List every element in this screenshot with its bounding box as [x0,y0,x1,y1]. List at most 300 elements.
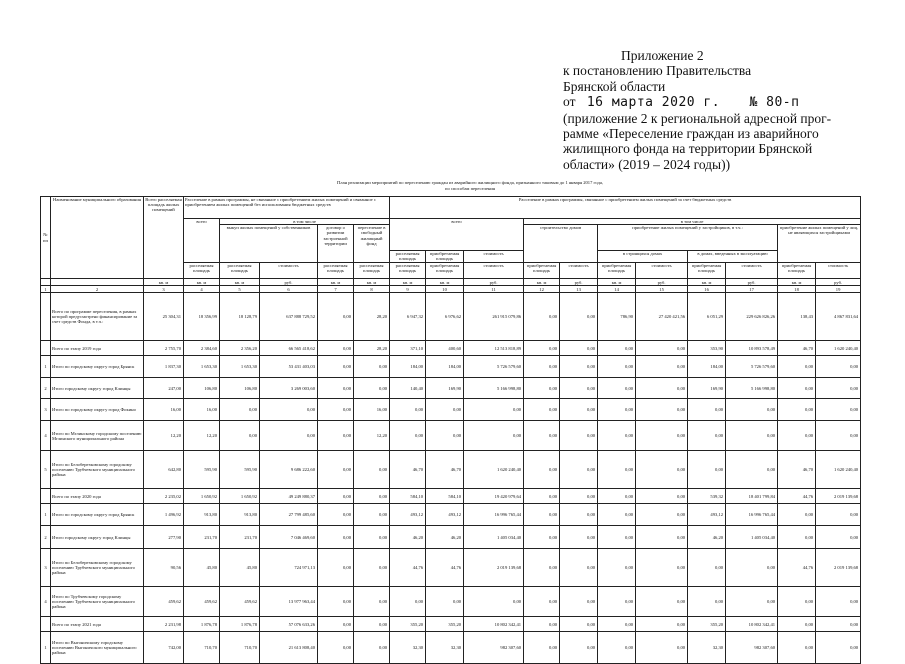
row-value: 0,00 [354,549,390,587]
row-value: 0,00 [318,378,354,399]
row-name: Итого городскому округу город Клинцы [51,378,144,399]
row-value: 0,00 [524,356,560,378]
row-value: 0,00 [560,632,598,664]
row-value: 0,00 [560,451,598,489]
row-value: 0,00 [354,526,390,549]
b-relocated-area-header: расселяемая площадь [390,251,426,263]
row-value: 21 613 808,40 [260,632,318,664]
row-value: 0,00 [636,451,688,489]
table-row [41,489,861,504]
row-value: 0,00 [318,549,354,587]
table-row [41,632,861,664]
row-value: 0,00 [598,617,636,632]
row-value: 0,00 [318,504,354,526]
row-value: 5 726 579,60 [726,356,778,378]
row-value: 6 051,29 [688,293,726,341]
column-number-row [41,286,861,293]
row-value: 0,00 [778,421,816,451]
row-value: 16,00 [354,399,390,421]
row-value: 44,76 [778,549,816,587]
row-value: 2 755,70 [144,341,184,356]
row-value: 584,10 [390,489,426,504]
row-value: 642,80 [144,451,184,489]
row-value: 1 405 034,40 [464,526,524,549]
row-value: 0,00 [598,399,636,421]
row-value: 0,00 [560,617,598,632]
row-value: 184,00 [426,356,464,378]
row-number: 2 [41,526,51,549]
construction-cost-header: стоимость [560,263,598,279]
table-row [41,356,861,378]
row-value: 6 947,32 [390,293,426,341]
row-value: 637 888 729,52 [260,293,318,341]
units-row [41,279,861,286]
row-value: 27 420 421,56 [636,293,688,341]
row-value: 0,00 [560,293,598,341]
row-value: 0,00 [816,399,861,421]
row-value: 0,00 [636,617,688,632]
in-built-header: в строящихся домах [598,251,688,263]
row-value: 0,00 [636,399,688,421]
row-value: 10 802 342,41 [464,617,524,632]
row-number [41,617,51,632]
row-value: 0,00 [560,526,598,549]
row-value: 0,00 [636,356,688,378]
contract-area-header: расселяемая площадь [318,263,354,279]
table-row [41,617,861,632]
header-line: рамме «Переселение граждан из аварийного [563,126,819,142]
row-value: 0,00 [598,549,636,587]
row-number [41,341,51,356]
row-value: 27 799 485,60 [260,504,318,526]
unit-area: кв. м [426,279,464,286]
construction-header: строительство домов [524,225,598,263]
row-name: Итого по городскому округу город Брянск [51,356,144,378]
row-value: 0,00 [688,451,726,489]
row-value: 5 166 998,80 [464,378,524,399]
row-value: 12,20 [354,421,390,451]
row-value: 53 431 403,03 [260,356,318,378]
row-value: 16 996 765,44 [464,504,524,526]
row-value: 0,00 [598,504,636,526]
row-value: 0,00 [524,617,560,632]
row-value: 0,00 [464,587,524,617]
row-value: 12,20 [184,421,220,451]
row-number [41,489,51,504]
table-row [41,399,861,421]
row-value: 16,00 [184,399,220,421]
row-value: 493,12 [426,504,464,526]
row-value: 1 650,92 [220,489,260,504]
row-value: 32,30 [688,632,726,664]
row-value: 44,76 [426,549,464,587]
column-number: 2 [51,286,144,293]
row-value: 0,00 [688,549,726,587]
row-value: 595,90 [220,451,260,489]
row-value: 18 128,79 [220,293,260,341]
row-value: 724 971,13 [260,549,318,587]
row-value: 0,00 [354,504,390,526]
construction-area-header: приобретаемая площадь [524,263,560,279]
column-numbers-row [41,286,861,293]
row-value: 0,00 [560,421,598,451]
in-built-area-header: приобретаемая площадь [598,263,636,279]
row-value: 0,00 [636,549,688,587]
in-built-cost-header: стоимость [636,263,688,279]
unit-area: кв. м [220,279,260,286]
table-body [41,293,861,664]
table-header [41,197,861,279]
row-value: 0,00 [524,549,560,587]
row-value: 2 231,98 [144,617,184,632]
row-value: 0,00 [426,421,464,451]
column-number: 5 [220,286,260,293]
row-name: Итого по городскому округу город Фокино [51,399,144,421]
unit-rub: руб. [816,279,861,286]
row-name: Итого по городскому округу город Брянск [51,504,144,526]
row-value: 0,00 [726,451,778,489]
row-value: 0,00 [354,451,390,489]
row-value: 10 802 342,41 [726,617,778,632]
row-value: 0,00 [560,378,598,399]
row-name: Итого по Выгоничскому городскому поселению Выгоничского муниципального района [51,632,144,664]
row-value: 0,00 [354,632,390,664]
row-value: 2 019 139,68 [816,549,861,587]
row-value: 0,00 [260,399,318,421]
column-number: 10 [426,286,464,293]
unit-rub: руб. [726,279,778,286]
row-value: 493,12 [390,504,426,526]
row-value: 786,90 [598,293,636,341]
row-value: 0,00 [524,378,560,399]
row-value: 0,00 [816,378,861,399]
row-value: 355,20 [390,617,426,632]
column-number: 6 [260,286,318,293]
row-value: 10 893 578,49 [726,341,778,356]
row-value: 0,00 [560,587,598,617]
row-value: 46,70 [390,451,426,489]
row-value: 7 046 469,60 [260,526,318,549]
row-name: Всего по этапу 2019 года [51,341,144,356]
column-number: 15 [636,286,688,293]
table-row [41,421,861,451]
row-value: 0,00 [598,356,636,378]
non-dev-cost-header: стоимость [816,263,861,279]
header-line: жилищного фонда на территории Брянской [563,141,813,157]
row-value: 45,80 [220,549,260,587]
row-value: 1 876,78 [184,617,220,632]
row-value: 459,62 [220,587,260,617]
row-value: 742,00 [144,632,184,664]
row-value: 459,62 [144,587,184,617]
row-value: 46,70 [778,341,816,356]
row-name: Всего по этапу 2021 года [51,617,144,632]
column-number: 18 [778,286,816,293]
row-name: Всего по программе переселения, в рамках которой предусмотрено финансирование за счет средств Фонда, в т.ч.: [51,293,144,341]
unit-area: кв. м [778,279,816,286]
row-value: 28,20 [354,341,390,356]
row-value: 0,00 [524,399,560,421]
in-existing-cost-header: стоимость [726,263,778,279]
row-value: 0,00 [220,421,260,451]
row-value: 0,00 [816,632,861,664]
row-value: 231,70 [184,526,220,549]
buyout-header: выкуп жилых помещений у собственников [220,225,318,263]
row-value: 138,43 [778,293,816,341]
row-value: 1 496,92 [144,504,184,526]
unit-area: кв. м [354,279,390,286]
acquisition-header: приобретение жилых помещений у застройщиков, в т.ч.: [598,225,778,251]
row-value: 0,00 [318,421,354,451]
row-value: 0,00 [318,293,354,341]
row-value: 32,30 [426,632,464,664]
row-value: 0,00 [354,617,390,632]
row-value: 355,20 [688,617,726,632]
row-value: 0,00 [390,587,426,617]
unit-rub: руб. [636,279,688,286]
row-value: 2 019 139,68 [464,549,524,587]
row-value: 106,80 [220,378,260,399]
row-name: Итого по Белоберезковскому городскому поселению Трубчевского муниципального района [51,451,144,489]
unit-rub: руб. [260,279,318,286]
row-value: 184,00 [390,356,426,378]
in-existing-header: в домах, введенных в эксплуатацию [688,251,778,263]
row-value: 0,00 [560,549,598,587]
row-value: 3 269 003,60 [260,378,318,399]
column-number: 9 [390,286,426,293]
row-value: 0,00 [318,356,354,378]
row-value: 0,00 [524,293,560,341]
column-number: 3 [144,286,184,293]
row-value: 0,00 [524,587,560,617]
row-value: 2 356,20 [220,341,260,356]
row-value: 0,00 [598,632,636,664]
row-value: 277,90 [144,526,184,549]
date-stamp: 16 марта 2020 г. [586,95,721,111]
group-b-vsego-header: всего [390,219,524,251]
row-value: 18 356,99 [184,293,220,341]
non-developer-header: приобретение жилых помещений у лиц, не являющихся застройщиками [778,225,861,263]
row-value: 2 384,60 [184,341,220,356]
b-cost-header: стоимость [464,251,524,263]
row-value: 0,00 [598,451,636,489]
table-caption [150,180,790,192]
appendix-header [563,48,893,172]
row-value: 9 686 222,60 [260,451,318,489]
row-value: 0,00 [598,526,636,549]
row-value: 46,20 [688,526,726,549]
buyout-area-header: расселяемая площадь [220,263,260,279]
row-value: 0,00 [726,587,778,617]
row-value: 2 235,02 [144,489,184,504]
row-value: 0,00 [318,526,354,549]
row-name: Итого по Белоберезковскому городскому поселению Трубчевского муниципального района [51,549,144,587]
row-value: 57 076 633,26 [260,617,318,632]
row-value: 46,20 [390,526,426,549]
column-number: 11 [464,286,524,293]
col-total-area-header: Всего расселяемая площадь жилых помещений [144,197,184,279]
row-value: 0,00 [464,399,524,421]
row-value: 0,00 [220,399,260,421]
row-value: 0,00 [426,399,464,421]
table-row [41,526,861,549]
row-value: 459,62 [184,587,220,617]
col-name-header: Наименование муниципального образования [51,197,144,279]
table-row [41,341,861,356]
row-value: 0,00 [816,421,861,451]
row-value: 247,00 [144,378,184,399]
row-value: 1 876,78 [220,617,260,632]
header-line: (приложение 2 к региональной адресной прог- [563,110,832,126]
row-value: 0,00 [636,587,688,617]
row-value: 0,00 [318,489,354,504]
caption-line: по способам переселения [444,186,496,191]
row-value: 0,00 [464,421,524,451]
row-value: 28,20 [354,293,390,341]
row-number: 1 [41,632,51,664]
row-value: 46,70 [778,451,816,489]
header-line: области» (2019 – 2024 годы)) [563,156,731,172]
b-acquired-area-subheader: приобретаемая площадь [426,263,464,279]
column-number: 1 [41,286,51,293]
row-value: 261 915 079,86 [464,293,524,341]
header-line: Брянской области [563,78,666,94]
row-value: 0,00 [726,421,778,451]
header-date-line [563,94,893,110]
row-number [41,293,51,341]
row-value: 5 726 579,60 [464,356,524,378]
row-value: 0,00 [816,617,861,632]
row-value: 0,00 [560,341,598,356]
row-value: 13 977 963,44 [260,587,318,617]
row-value: 0,00 [524,489,560,504]
contract-header: договор о развитии застроенной территории [318,225,354,263]
row-value: 0,00 [560,504,598,526]
row-value: 0,00 [778,617,816,632]
row-value: 0,00 [778,378,816,399]
row-value: 0,00 [318,632,354,664]
column-number: 7 [318,286,354,293]
row-value: 0,00 [426,587,464,617]
row-value: 0,00 [354,378,390,399]
row-value: 0,00 [390,421,426,451]
a-relocated-area-header: расселяемая площадь [184,263,220,279]
row-value: 0,00 [354,356,390,378]
column-number: 13 [560,286,598,293]
commercial-header: переселение в свободный жилищный фонд [354,225,390,263]
row-value: 184,00 [688,356,726,378]
row-value: 0,00 [524,526,560,549]
row-value: 0,00 [778,587,816,617]
row-value: 106,80 [184,378,220,399]
row-number: 5 [41,451,51,489]
row-value: 0,00 [636,526,688,549]
row-value: 49 249 880,37 [260,489,318,504]
unit-empty [51,279,144,286]
row-value: 0,00 [816,504,861,526]
row-value: 1 650,92 [184,489,220,504]
row-value: 1 405 034,40 [726,526,778,549]
table-row [41,293,861,341]
row-value: 0,00 [778,632,816,664]
row-value: 0,00 [560,356,598,378]
row-value: 0,00 [636,421,688,451]
unit-area: кв. м [524,279,560,286]
row-value: 1 620 240,40 [464,451,524,489]
row-number: 4 [41,587,51,617]
table-row [41,549,861,587]
row-value: 18 401 799,84 [726,489,778,504]
units-row [41,279,861,286]
row-value: 0,00 [318,617,354,632]
row-value: 0,00 [318,399,354,421]
row-value: 0,00 [726,399,778,421]
row-value: 16 996 765,44 [726,504,778,526]
row-value: 90,56 [144,549,184,587]
row-value: 493,12 [688,504,726,526]
row-value: 0,00 [688,399,726,421]
row-value: 0,00 [726,549,778,587]
row-value: 16,00 [144,399,184,421]
row-value: 710,70 [184,632,220,664]
row-value: 0,00 [598,489,636,504]
row-value: 0,00 [778,504,816,526]
row-value: 12,20 [144,421,184,451]
row-value: 19 420 979,64 [464,489,524,504]
b-acquired-area-header: приобретаемая площадь [426,251,464,263]
row-number: 4 [41,421,51,451]
table-row [41,587,861,617]
row-value: 0,00 [816,587,861,617]
row-value: 595,90 [184,451,220,489]
row-value: 1 620 240,40 [816,451,861,489]
unit-area: кв. м [184,279,220,286]
row-value: 982 307,60 [726,632,778,664]
row-name: Всего по этапу 2020 года [51,489,144,504]
row-value: 169,90 [688,378,726,399]
b-relocated-area-subheader: расселяемая площадь [390,263,426,279]
row-value: 44,76 [778,489,816,504]
row-value: 0,00 [390,399,426,421]
group-b-header: Расселение в рамках программы, связанное с приобретением жилых помещений за счет бюджетных средств [390,197,861,219]
row-value: 2 019 139,68 [816,489,861,504]
row-value: 0,00 [598,587,636,617]
row-value: 45,80 [184,549,220,587]
row-value: 0,00 [318,587,354,617]
column-number: 17 [726,286,778,293]
row-value: 584,10 [426,489,464,504]
row-number: 1 [41,504,51,526]
row-value: 355,20 [426,617,464,632]
row-value: 0,00 [636,378,688,399]
in-existing-area-header: приобретаемая площадь [688,263,726,279]
unit-area: кв. м [390,279,426,286]
unit-rub: руб. [560,279,598,286]
row-value: 229 626 826,26 [726,293,778,341]
unit-area: кв. м [688,279,726,286]
unit-area: кв. м [144,279,184,286]
unit-empty [41,279,51,286]
row-value: 140,40 [390,378,426,399]
col-num-header: № пп [41,197,51,279]
row-value: 0,00 [778,399,816,421]
buyout-cost-header: стоимость [260,263,318,279]
commercial-area-header: расселяемая площадь [354,263,390,279]
row-value: 0,00 [524,451,560,489]
row-value: 0,00 [636,632,688,664]
from-label: от [563,94,576,110]
row-value: 0,00 [354,489,390,504]
